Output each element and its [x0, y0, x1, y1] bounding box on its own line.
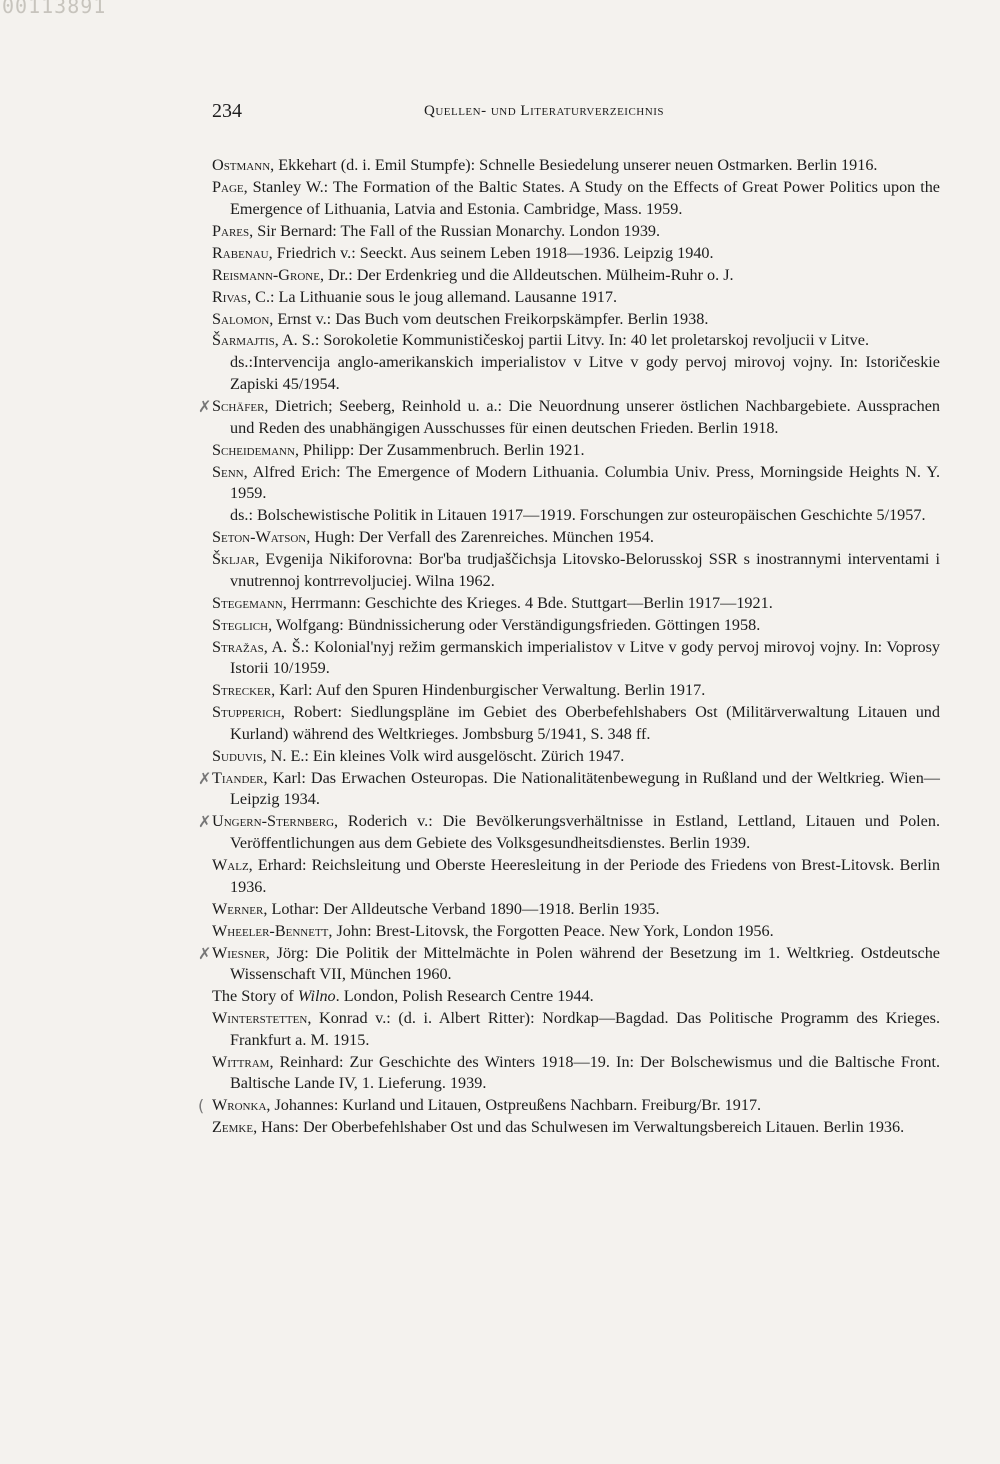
entry-author: Wheeler-Bennett: [212, 921, 329, 940]
bib-entry-rivas: [212, 287, 940, 309]
entry-text: ds.:Intervencija anglo-amerikanskich imperialistov v Litve v gody pervoj mirovoj vojny. In: Istoričeskie Zapiski 45/1954.: [230, 353, 940, 394]
bib-entry-schaefer: [198, 396, 940, 439]
entry-author: Stražas: [212, 637, 264, 656]
bib-entry-wronka: [198, 1095, 940, 1117]
entry-text: , Reinhard: Zur Geschichte des Winters 1918—19. In: Der Bolschewismus und die Baltische Front. Baltische Lande IV, 1. Lieferung. 1939.: [230, 1052, 940, 1093]
entry-text: , Evgenija Nikiforovna: Bor'ba trudjaščichsja Litovsko-Belorusskoj SSR s inostrannymi interventami i vnutrennoj kontrrevoljuciej. Wilna 1962.: [230, 550, 940, 590]
entry-author: Suduvis: [212, 746, 263, 765]
entry-author: Stegemann: [212, 593, 283, 612]
bib-entry-walz: [212, 855, 940, 898]
bib-entry-skljar: [212, 549, 940, 592]
bib-entry-pares: [212, 221, 940, 243]
entry-text: , Roderich v.: Die Bevölkerungsverhältnisse in Estland, Lettland, Litauen und Polen. Veröffentlichungen aus dem Gebiete des Volksgesundheitsdienstes. Berlin 1939.: [230, 812, 940, 852]
bib-entry-steglich: [212, 615, 940, 637]
entry-author: Walz: [212, 855, 249, 874]
page-header: [212, 100, 940, 130]
entry-author: Tiander: [212, 768, 264, 787]
entry-text: , A. S.: Sorokoletie Kommunističeskoj partii Litvy. In: 40 let proletarskoj revoljucii v Litve.: [274, 331, 869, 350]
handwritten-mark-icon: ✗: [198, 812, 212, 832]
entry-author: Wronka: [212, 1096, 267, 1115]
entry-author: Strecker: [212, 681, 272, 700]
entry-text: , Jörg: Die Politik der Mittelmächte in Polen während der Besetzung im 1. Weltkrieg. Ostdeutsche Wissenschaft VII, München 1960.: [230, 943, 940, 984]
entry-author: Zemke: [212, 1118, 254, 1137]
entry-author: Škljar: [212, 550, 256, 569]
running-title: Quellen- und Literaturverzeichnis: [424, 103, 664, 119]
entry-text: , Dietrich; Seeberg, Reinhold u. a.: Die Neuordnung unserer östlichen Nachbargebiete. Aussprachen und Reden des unabhängigen Ausschusses für einen deutschen Frieden. Berlin 1918.: [230, 397, 940, 437]
bib-entry-rabenau: [212, 243, 940, 265]
bib-entry-scheidemann: [212, 440, 940, 462]
bib-entry-strecker: [212, 680, 940, 702]
entry-author: Page: [212, 177, 244, 196]
bib-entry-wittram: [212, 1052, 940, 1095]
entry-author: Ungern-Sternberg: [212, 812, 335, 831]
bib-entry-ostmann: [212, 155, 940, 177]
handwritten-mark-icon: ✗: [198, 397, 212, 417]
entry-author: Werner: [212, 899, 264, 918]
bib-subentry-sarmajtis: [212, 352, 940, 395]
bib-entry-stupperich: [212, 702, 940, 745]
bib-entry-stegemann: [212, 593, 940, 615]
bib-entry-page: [212, 177, 940, 220]
entry-author: Senn: [212, 462, 244, 481]
entry-text: , Robert: Siedlungspläne im Gebiet des Oberbefehlshabers Ost (Militärverwaltung Litauen und Kurland) während des Weltkrieges. Jombsburg 5/1941, S. 348 ff.: [230, 703, 940, 743]
entry-text: , Erhard: Reichsleitung und Oberste Heeresleitung in der Periode des Friedens von Brest-Litovsk. Berlin 1936.: [230, 855, 940, 896]
entry-author: Šarmajtis: [212, 331, 275, 350]
bib-subentry-senn: [212, 505, 940, 527]
entry-text: ds.: Bolschewistische Politik in Litauen 1917—1919. Forschungen zur osteuropäischen Geschichte 5/1957.: [230, 506, 926, 525]
bib-entry-zemke: [212, 1117, 940, 1139]
handwritten-mark-icon: ✗: [198, 768, 212, 788]
bib-entry-salomon: [212, 309, 940, 331]
handwritten-mark-icon: (: [198, 1096, 205, 1116]
entry-author: Winterstetten: [212, 1009, 308, 1028]
entry-text: , Ekkehart (d. i. Emil Stumpfe): Schnelle Besiedelung unserer neuen Ostmarken. Berlin 1916.: [270, 156, 878, 174]
entry-author: Wiesner: [212, 943, 266, 962]
entry-text: , Wolfgang: Bündnissicherung oder Verständigungsfrieden. Göttingen 1958.: [268, 615, 761, 634]
entry-text: , Alfred Erich: The Emergence of Modern Lithuania. Columbia Univ. Press, Morningside Heights N. Y. 1959.: [230, 462, 940, 503]
entry-author: Seton-Watson: [212, 528, 307, 547]
entry-text: , John: Brest-Litovsk, the Forgotten Peace. New York, London 1956.: [328, 921, 774, 940]
entry-text: , N. E.: Ein kleines Volk wird ausgelöscht. Zürich 1947.: [262, 746, 625, 765]
entry-title: Wilno: [297, 987, 336, 1006]
entry-text: . London, Polish Research Centre 1944.: [335, 987, 594, 1006]
entry-author: Ostmann: [212, 156, 271, 174]
entry-author: Wittram: [212, 1052, 270, 1071]
entry-text: , A. Š.: Kolonial'nyj režim germanskich imperialistov v Litve v gody pervoj mirovoj vojny. In: Voprosy Istorii 10/1959.: [230, 637, 940, 678]
bib-entry-sarmajtis: [212, 330, 940, 352]
entry-author: Steglich: [212, 615, 269, 634]
entry-text: , Dr.: Der Erdenkrieg und die Alldeutschen. Mülheim-Ruhr o. J.: [319, 265, 734, 284]
archive-stamp: 00113891: [2, 0, 107, 18]
entry-text: , Hans: Der Oberbefehlshaber Ost und das Schulwesen im Verwaltungsbereich Litauen. Berlin 1936.: [253, 1118, 905, 1137]
entry-text: , Sir Bernard: The Fall of the Russian Monarchy. London 1939.: [249, 221, 661, 240]
bib-entry-ungern-sternberg: [198, 811, 940, 854]
entry-text: The Story of: [212, 987, 298, 1006]
page-number: 234: [212, 100, 242, 122]
bib-entry-senn: [212, 462, 940, 505]
entry-text: , Johannes: Kurland und Litauen, Ostpreußens Nachbarn. Freiburg/Br. 1917.: [266, 1096, 762, 1115]
entry-author: Rivas: [212, 287, 248, 306]
entry-text: , Karl: Das Erwachen Osteuropas. Die Nationalitätenbewegung in Rußland und der Weltkrieg. Wien—Leipzig 1934.: [230, 768, 940, 809]
bib-entry-suduvis: [212, 746, 940, 768]
entry-text: , Karl: Auf den Spuren Hindenburgischer Verwaltung. Berlin 1917.: [271, 681, 706, 700]
bib-entry-wiesner: [198, 943, 940, 986]
entry-text: , Friedrich v.: Seeckt. Aus seinem Leben 1918—1936. Leipzig 1940.: [268, 243, 714, 262]
bib-entry-strazas: [212, 637, 940, 680]
entry-text: , Konrad v.: (d. i. Albert Ritter): Nordkap—Bagdad. Das Politische Programm des Krieges. Frankfurt a. M. 1915.: [230, 1009, 940, 1049]
entry-text: , C.: La Lithuanie sous le joug allemand. Lausanne 1917.: [247, 287, 618, 306]
entry-author: Scheidemann: [212, 440, 295, 459]
entry-author: Salomon: [212, 309, 270, 328]
handwritten-mark-icon: ✗: [198, 943, 212, 963]
entry-author: Rabenau: [212, 243, 269, 262]
entry-text: , Philipp: Der Zusammenbruch. Berlin 1921.: [294, 440, 585, 459]
entry-text: , Ernst v.: Das Buch vom deutschen Freikorpskämpfer. Berlin 1938.: [269, 309, 709, 328]
entry-text: , Lothar: Der Alldeutsche Verband 1890—1918. Berlin 1935.: [263, 899, 660, 918]
entry-text: , Herrmann: Geschichte des Krieges. 4 Bde. Stuttgart—Berlin 1917—1921.: [282, 593, 773, 612]
bib-entry-story-of-wilno: [212, 986, 940, 1008]
entry-author: Pares: [212, 221, 250, 240]
bib-entry-tiander: [198, 768, 940, 811]
entry-author: Schäfer: [212, 397, 265, 416]
bibliography-list: [198, 155, 940, 1139]
bib-entry-werner: [212, 899, 940, 921]
bib-entry-seton-watson: [212, 527, 940, 549]
entry-author: Stupperich: [212, 703, 281, 722]
bib-entry-wheeler-bennett: [212, 921, 940, 943]
bib-entry-reismann-grone: [212, 265, 940, 287]
entry-text: , Hugh: Der Verfall des Zarenreiches. München 1954.: [306, 528, 654, 547]
entry-text: , Stanley W.: The Formation of the Baltic States. A Study on the Effects of Great Power Politics upon the Emergence of Lithuania, Latvia and Estonia. Cambridge, Mass. 1959.: [230, 177, 940, 218]
entry-author: Reismann-Grone: [212, 265, 320, 284]
bib-entry-winterstetten: [212, 1008, 940, 1051]
